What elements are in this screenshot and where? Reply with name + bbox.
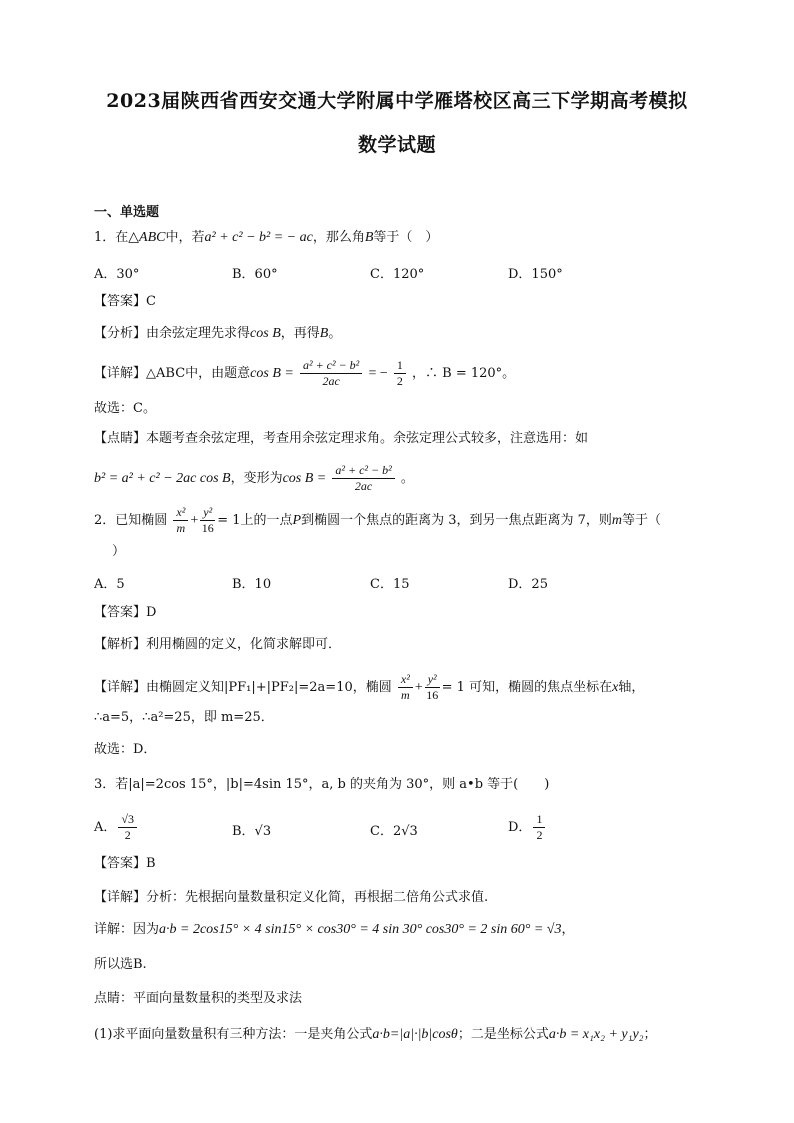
- q1-detail: 【详解】△ABC中，由题意cos B = $\frac{\text{a² + c² − b²}}{2ac}$ = − $\frac{1}{2}$ ，∴ B = 120°。: [94, 358, 516, 388]
- q1-choose: 故选：C。: [94, 401, 156, 416]
- q2-analysis: 【解析】利用椭圆的定义，化简求解即可．: [94, 637, 342, 652]
- q3-method: (1)求平面向量数量积有三种方法：一是夹角公式a·b=|a|·|b|cosθ；二是坐标公式a·b = x₁x₂ + y₁y₂；: [94, 1027, 657, 1042]
- q1-comment: 【点睛】本题考查余弦定理，考查用余弦定理求角。余弦定理公式较多，注意选用：如: [94, 431, 589, 446]
- q3-option-b: B．√3: [232, 824, 272, 839]
- q3-option-d: D． $\frac{1}{2}$: [508, 812, 547, 843]
- q3-option-a: A． $\frac{√3}{2}$: [94, 812, 139, 843]
- q2-option-d: D．25: [508, 577, 548, 592]
- q3-so: 所以选B.: [94, 957, 147, 972]
- q2-choose: 故选：D．: [94, 742, 157, 757]
- q3-solve: 详解：因为a·b = 2cos15° × 4 sin15° × cos30° = 4 sin 30° cos30° = 2 sin 60° = √3，: [94, 922, 575, 937]
- q1-equation: a² + c² − b² = − ac: [204, 230, 313, 245]
- q3-detail: 【详解】分析：先根据向量数量积定义化简，再根据二倍角公式求值.: [94, 890, 489, 905]
- question-3-stem: 3．若|a|=2cos 15°，|b|=4sin 15°，a, b 的夹角为 30°，则 a•b 等于( ): [94, 777, 550, 792]
- q1-option-b: B．60°: [232, 267, 278, 282]
- q2-detail: 【详解】由椭圆定义知|PF₁|+|PF₂|=2a=10，椭圆 $\frac{\text{x²}}{m}$ + $\frac{\text{y²}}{16}$ = 1 可知，椭圆的焦点坐标在x轴，: [94, 672, 645, 702]
- q2-detail-line2: ∴a=5，∴a²=25，即 m=25．: [94, 710, 274, 725]
- q3-option-c: C．2√3: [370, 824, 418, 839]
- q2-option-c: C．15: [370, 577, 410, 592]
- q2-stem-close: ）: [112, 544, 126, 559]
- q3-answer: 【答案】B: [94, 856, 156, 871]
- q1-option-d: D．150°: [508, 267, 563, 282]
- q1-half-fraction: $\frac{1}{2}$: [394, 358, 406, 389]
- q1-formula-fraction: $\frac{\text{a² + c² − b²}}{2ac}$: [332, 463, 394, 494]
- q3-comment: 点睛：平面向量数量积的类型及求法: [94, 991, 303, 1006]
- q1-fraction: $\frac{\text{a² + c² − b²}}{2ac}$: [300, 358, 362, 389]
- q1-option-a: A．30°: [94, 267, 140, 282]
- document-title-line2: 数学试题: [357, 134, 436, 156]
- q2-option-a: A．5: [94, 577, 125, 592]
- question-1-stem: 1．在△ABC中，若a² + c² − b² = − ac，那么角B等于（ ）: [94, 230, 439, 245]
- q1-answer: 【答案】C: [94, 294, 156, 309]
- q1-analysis: 【分析】由余弦定理先求得cos B，再得B。: [94, 326, 342, 341]
- question-2-stem: 2．已知椭圆 $\frac{\text{x²}}{m}$ + $\frac{\text{y²}}{16}$ = 1上的一点P到椭圆一个焦点的距离为 3，到另一焦点距离为 7，则m等于（: [94, 505, 662, 535]
- q1-formula: b² = a² + c² − 2ac cos B，变形为cos B = $\frac{\text{a² + c² − b²}}{2ac}$ 。: [94, 463, 414, 493]
- q2-option-b: B．10: [232, 577, 272, 592]
- section-heading: 一、单选题: [94, 205, 160, 220]
- q1-option-c: C．120°: [370, 267, 425, 282]
- document-title-line1: 2023届陕西省西安交通大学附属中学雁塔校区高三下学期高考模拟: [106, 90, 688, 112]
- q2-answer: 【答案】D: [94, 605, 157, 620]
